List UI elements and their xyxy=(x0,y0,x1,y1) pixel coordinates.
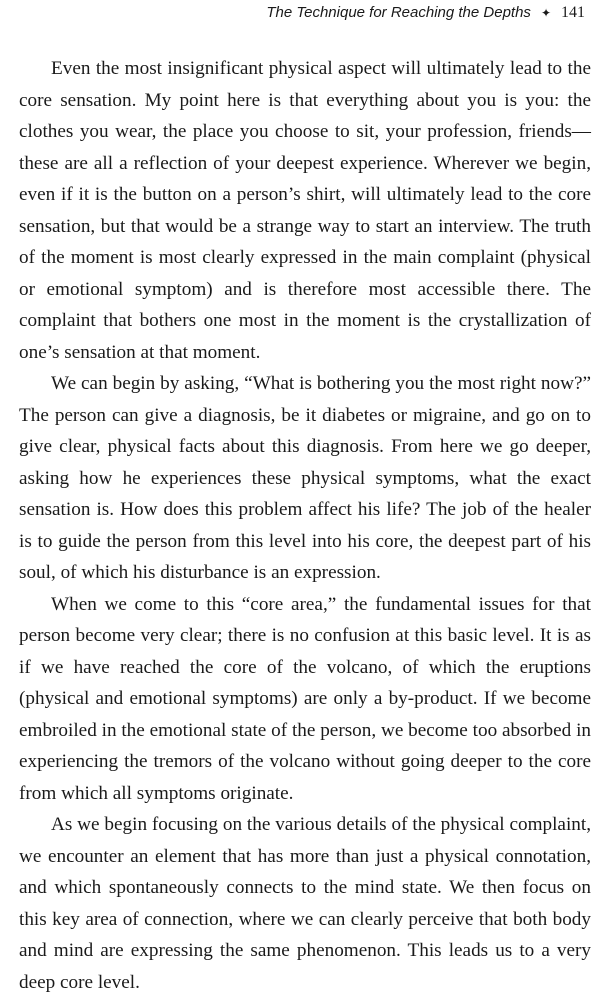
ornament-icon: ✦ xyxy=(540,6,551,20)
running-head xyxy=(266,4,585,22)
paragraph: When we come to this “core area,” the fundamental issues for that person become very clear; there is no confusion at this basic level. It is as if we have reached the core of the volcano, of which the eruptions (physical and emotional symptoms) are only a by-product. If we become embroiled in the emotional state of the person, we become too absorbed in experiencing the tremors of the volcano without going deeper to the core from which all symptoms originate. xyxy=(19,593,591,804)
paragraph: As we begin focusing on the various details of the physical complaint, we encounter an element that has more than just a physical connotation, and which spontaneously connects to the mind state. We then focus on this key area of connection, where we can clearly perceive that both body and mind are expressing the same phenomenon. This leads us to a very deep core level. xyxy=(19,814,591,993)
page-number: 141 xyxy=(561,4,585,21)
body-text xyxy=(19,53,591,998)
chapter-title: The Technique for Reaching the Depths xyxy=(266,4,531,21)
paragraph: Even the most insignificant physical aspect will ultimately lead to the core sensation. My point here is that everything about you is you: the clothes you wear, the place you choose to sit, your profession, friends—these are all a reflection of your deepest experience. Wherever we begin, even if it is the button on a person’s shirt, will ultimately lead to the core sensation, but that would be a strange way to start an interview. The truth of the moment is most clearly expressed in the main complaint (physical or emotional symptom) and is therefore most accessible there. The complaint that bothers one most in the moment is the crystallization of one’s sensation at that moment. xyxy=(19,58,591,363)
paragraph: We can begin by asking, “What is bothering you the most right now?” The person can give a diagnosis, be it diabetes or migraine, and go on to give clear, physical facts about this diagnosis. From here we go deeper, asking how he experiences these physical symptoms, what the exact sensation is. How does this problem affect his life? The job of the healer is to guide the person from this level into his core, the deepest part of his soul, of which his disturbance is an expression. xyxy=(19,373,591,583)
